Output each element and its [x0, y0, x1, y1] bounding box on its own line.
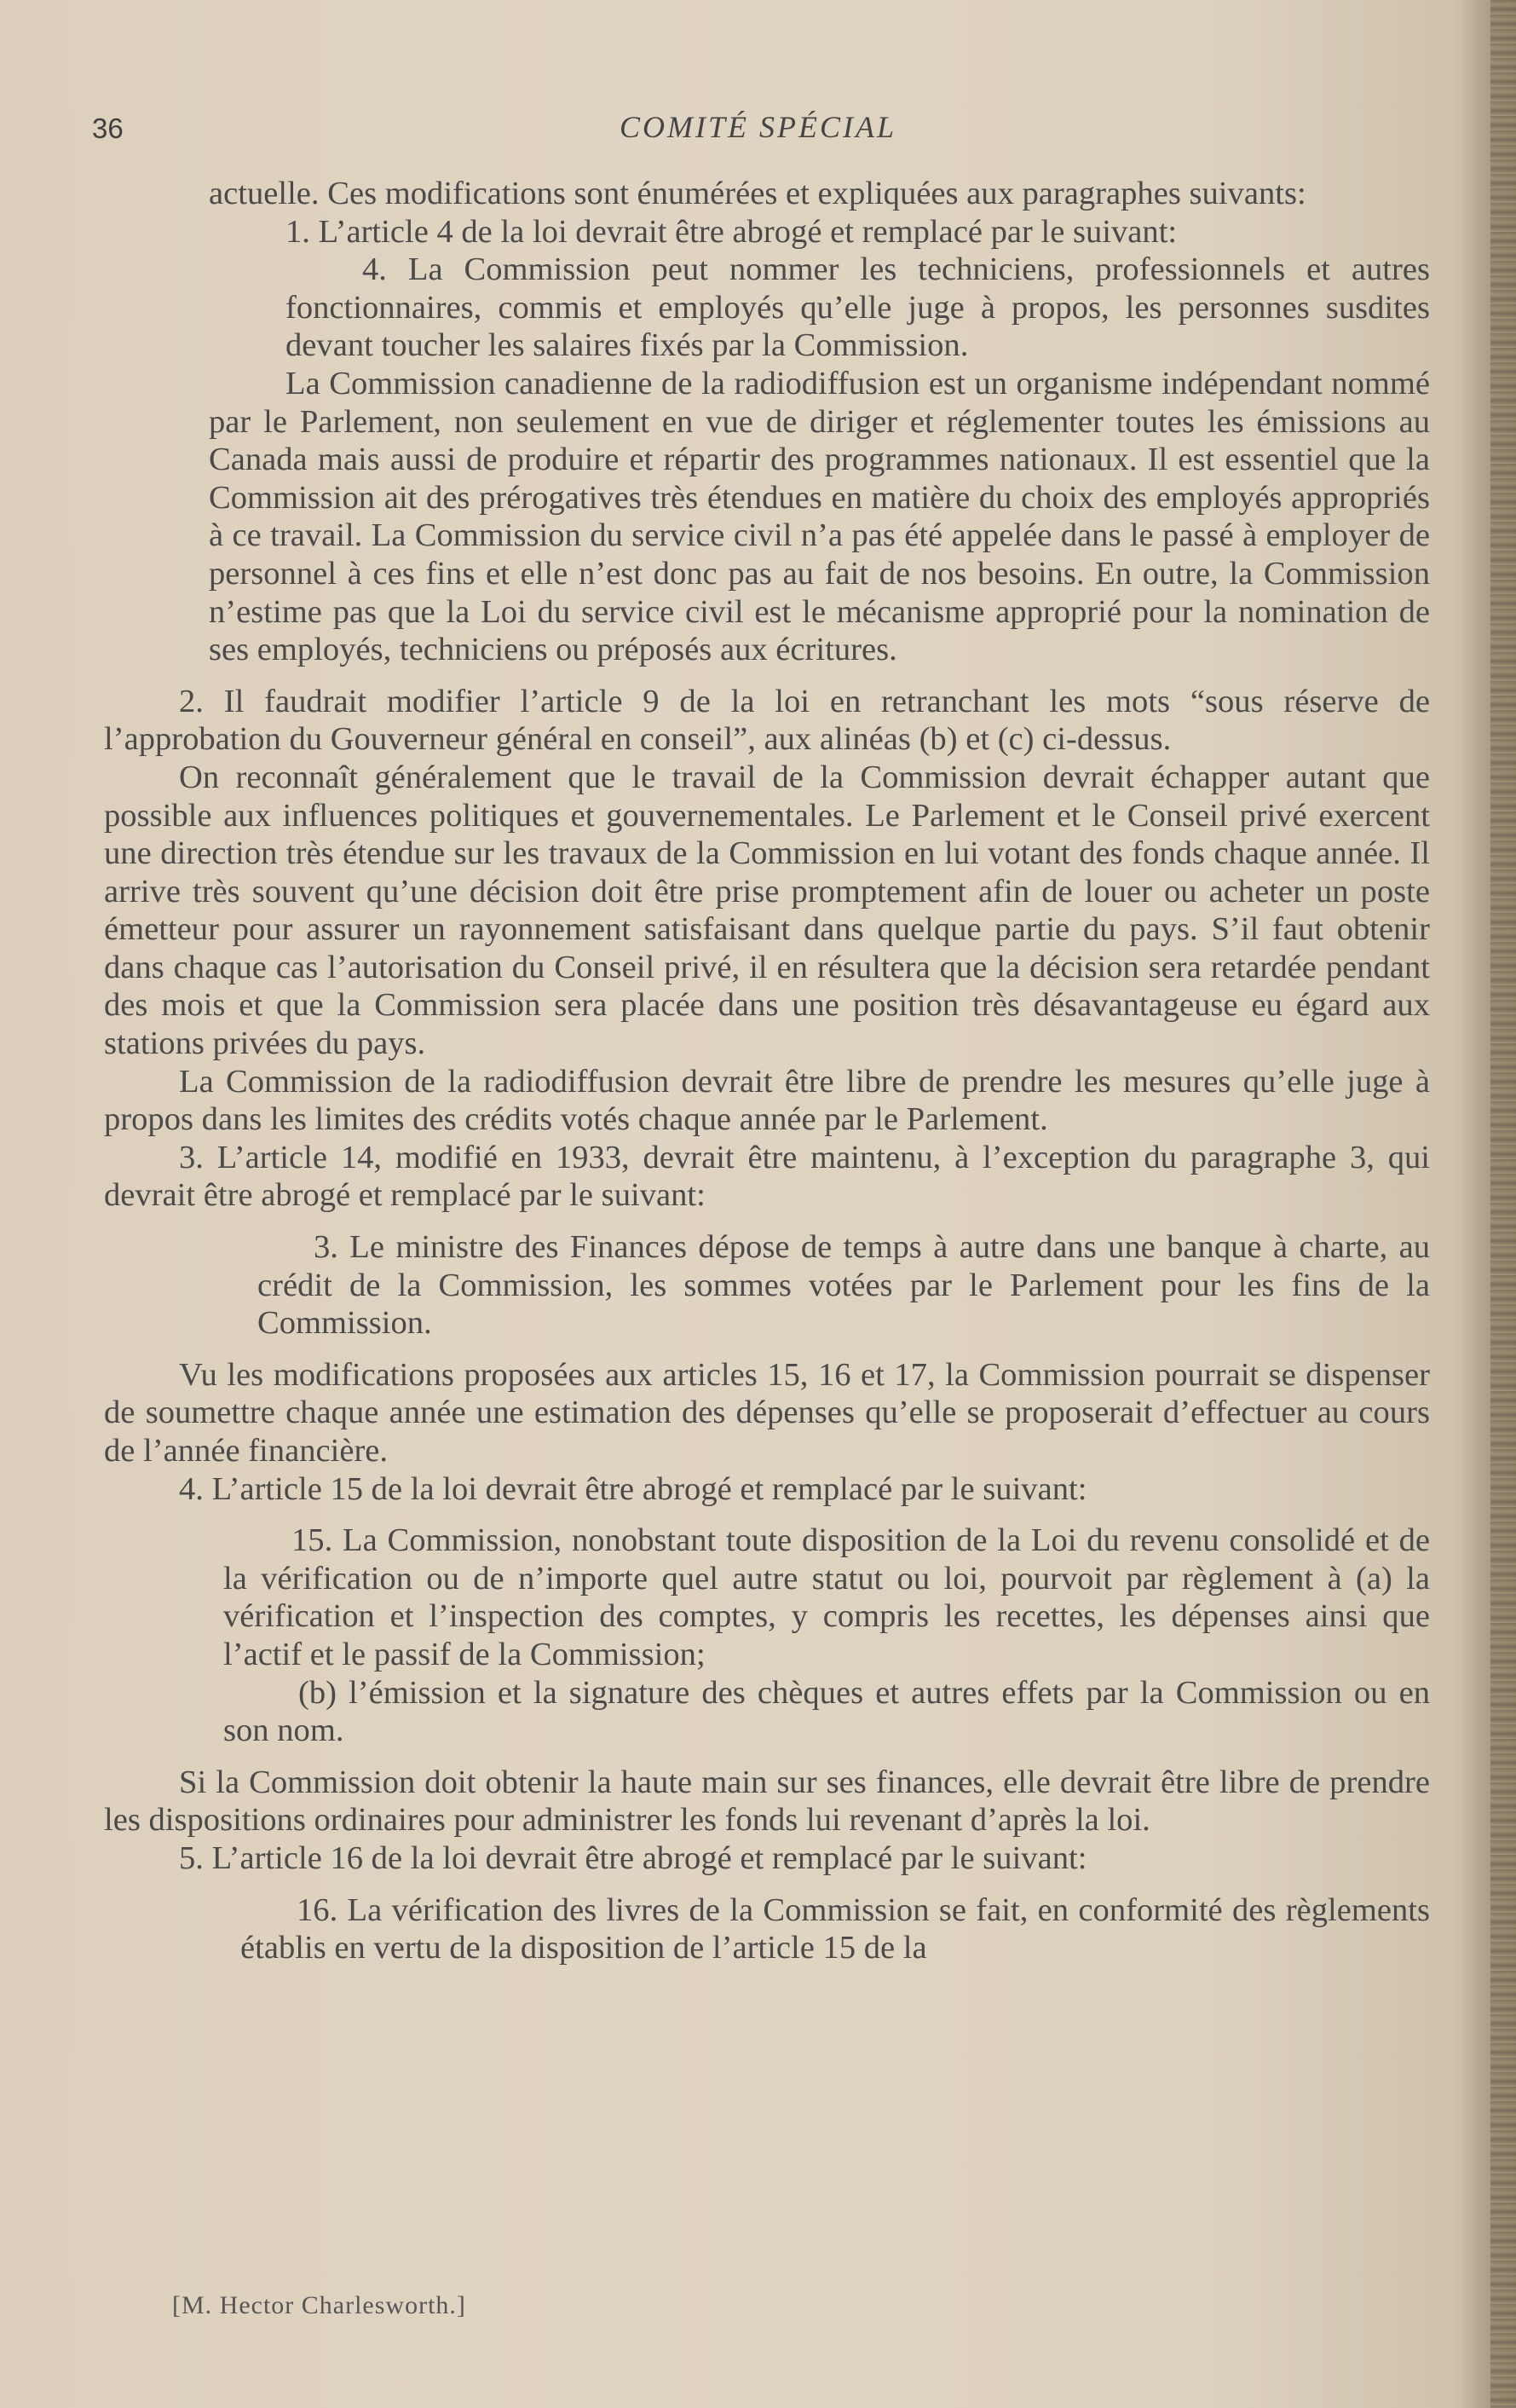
page-header — [0, 109, 1516, 150]
item-3-heading: 3. L’article 14, modifié en 1933, devrait être maintenu, à l’exception du paragraphe 3, qui devrait être abrogé et remplacé par le suivant: — [104, 1139, 1430, 1214]
paragraph-intro: actuelle. Ces modifications sont énumérées et expliquées aux paragraphes suivants: — [209, 176, 1306, 211]
paragraph-estimates: Vu les modifications proposées aux articles 15, 16 et 17, la Commission pourrait se dispenser de soumettre chaque année une estimation des dépenses qu’elle se proposerait d’effectuer au cours de l’année financière. — [104, 1356, 1430, 1469]
item-5-heading: 5. L’article 16 de la loi devrait être abrogé et remplacé par le suivant: — [179, 1839, 1087, 1876]
running-head: COMITÉ SPÉCIAL — [620, 110, 896, 144]
item-1-heading: 1. L’article 4 de la loi devrait être abrogé et remplacé par le suivant: — [285, 213, 1178, 250]
quoted-article-4: 4. La Commission peut nommer les techniciens, professionnels et autres fonctionnaires, commis et employés qu’elle juge à propos, les personnes susdites devant toucher les salaires fixés par la Commission. — [285, 251, 1430, 364]
item-2-heading: 2. Il faudrait modifier l’article 9 de la loi en retranchant les mots “sous réserve de l’approbation du Gouverneur général en conseil”, aux alinéas (b) et (c) ci-dessus. — [104, 683, 1430, 758]
quoted-article-15: 15. La Commission, nonobstant toute disposition de la Loi du revenu consolidé et de la vérification ou de n’importe quel autre statut ou loi, pourvoit par règlement à (a) la vérification et l’inspection des comptes, y compris les recettes, les dépenses ainsi que l’actif et le passif de la Commission; — [223, 1522, 1430, 1672]
paragraph-commission-independence: La Commission canadienne de la radiodiffusion est un organisme indépendant nommé par le Parlement, non seulement en vue de diriger et réglementer toutes les émissions au Canada mais aussi de produire et répartir des programmes nationaux. Il est essentiel que la Commission ait des prérogatives très étendues en matière du choix des employés appropriés à ce travail. La Commission du service civil n’a pas été appelée dans le passé à employer de personnel à ces fins et elle n’est donc pas au fait de nos besoins. En outre, la Commission n’estime pas que la Loi du service civil est le mécanisme approprié pour la nomination de ses employés, techniciens ou préposés aux écritures. — [209, 365, 1430, 668]
page-body — [104, 175, 1430, 1967]
quoted-article-16: 16. La vérification des livres de la Commission se fait, en conformité des règlements établis en vertu de la disposition de l’article 15 de la — [240, 1891, 1430, 1966]
paragraph-budget-freedom: La Commission de la radiodiffusion devrait être libre de prendre les mesures qu’elle juge à propos dans les limites des crédits votés chaque année par le Parlement. — [104, 1063, 1430, 1138]
quoted-article-15-b: (b) l’émission et la signature des chèques et autres effets par la Commission ou en son nom. — [223, 1674, 1430, 1749]
item-4-heading: 4. L’article 15 de la loi devrait être abrogé et remplacé par le suivant: — [179, 1470, 1087, 1507]
page-number: 36 — [92, 113, 124, 144]
paragraph-finances: Si la Commission doit obtenir la haute main sur ses finances, elle devrait être libre de prendre les dispositions ordinaires pour administrer les fonds lui revenant d’après la loi. — [104, 1764, 1430, 1839]
quoted-paragraph-3: 3. Le ministre des Finances dépose de temps à autre dans une banque à charte, au crédit de la Commission, les sommes votées par le Parlement pour les fins de la Commission. — [257, 1229, 1430, 1342]
page-edge-shadow — [1490, 0, 1516, 2408]
paragraph-political-influence: On reconnaît généralement que le travail de la Commission devrait échapper autant que possible aux influences politiques et gouvernementales. Le Parlement et le Conseil privé exercent une direction très étendue sur les travaux de la Commission en lui votant des fonds chaque année. Il arrive très souvent qu’une décision doit être prise promptement afin de louer ou acheter un poste émetteur pour assurer un rayonnement satisfaisant dans quelque partie du pays. S’il faut obtenir dans chaque cas l’autorisation du Conseil privé, il en résultera que la décision sera retardée pendant des mois et que la Commission sera placée dans une position très désavantageuse eu égard aux stations privées du pays. — [104, 759, 1430, 1062]
speaker-note: [M. Hector Charlesworth.] — [172, 2291, 466, 2319]
